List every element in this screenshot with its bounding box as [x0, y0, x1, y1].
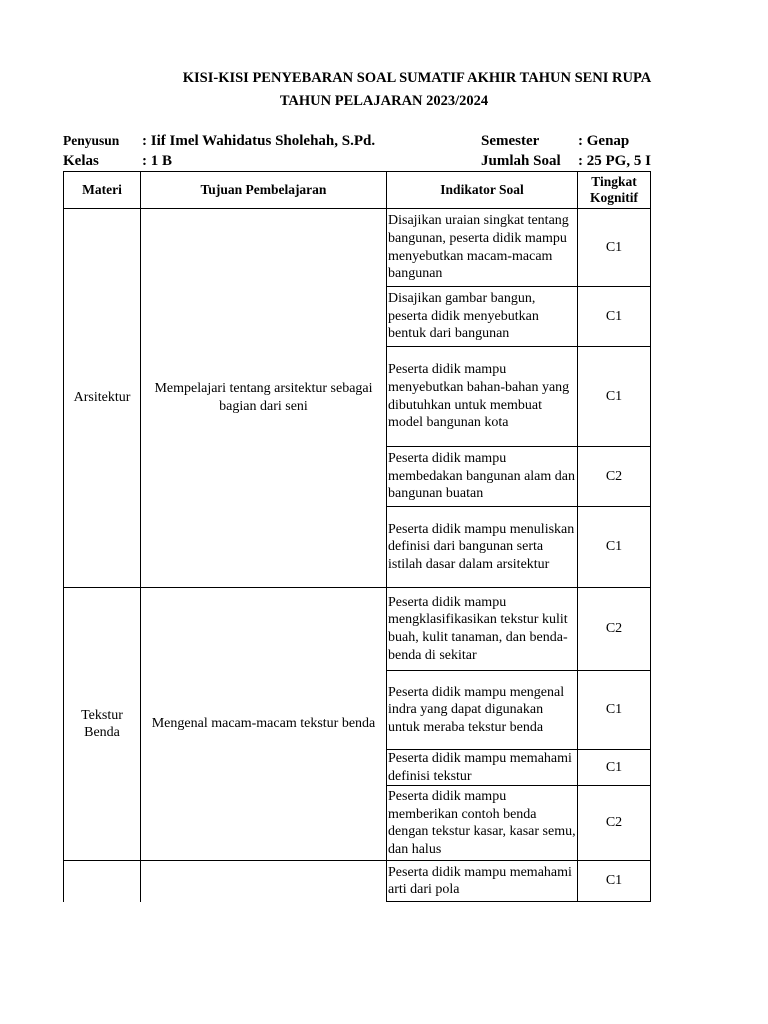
indikator-cell: Peserta didik mampu mengenal indra yang dapat digunakan untuk meraba tekstur benda — [387, 671, 578, 750]
indikator-cell: Peserta didik mampu memahami definisi tekstur — [387, 750, 578, 786]
document-subtitle: TAHUN PELAJARAN 2023/2024 — [279, 93, 489, 109]
kisi-kisi-table — [63, 171, 651, 902]
indikator-cell: Peserta didik mampu membedakan bangunan alam dan bangunan buatan — [387, 447, 578, 507]
document-title: KISI-KISI PENYEBARAN SOAL SUMATIF AKHIR TAHUN SENI RUPA — [182, 70, 652, 86]
materi-cell: Arsitektur — [64, 209, 141, 588]
tujuan-cell: Mengenal macam-macam tekstur benda — [141, 588, 387, 861]
indikator-cell: Peserta didik mampu memberikan contoh benda dengan tekstur kasar, kasar semu, dan halus — [387, 786, 578, 861]
indikator-cell: Peserta didik mampu menyebutkan bahan-bahan yang dibutuhkan untuk membuat model bangunan kota — [387, 347, 578, 447]
jumlah-soal-label: Jumlah Soal — [481, 153, 561, 169]
table-row — [64, 209, 651, 287]
indikator-cell: Disajikan gambar bangun, peserta didik menyebutkan bentuk dari bangunan — [387, 287, 578, 347]
tujuan-cell: Mempelajari tentang arsitektur sebagai bagian dari seni — [141, 209, 387, 588]
jumlah-soal-value: : 25 PG, 5 I — [578, 153, 651, 169]
materi-cell: Tekstur Benda — [64, 588, 141, 861]
table-row — [64, 861, 651, 902]
kognitif-cell: C1 — [578, 507, 651, 588]
indikator-cell: Disajikan uraian singkat tentang bangunan, peserta didik mampu menyebutkan macam-macam bangunan — [387, 209, 578, 287]
kognitif-cell: C1 — [578, 861, 651, 902]
kognitif-cell: C1 — [578, 750, 651, 786]
table-header-row — [64, 172, 651, 209]
header-tingkat-kognitif: Tingkat Kognitif — [578, 172, 651, 209]
kognitif-cell: C1 — [578, 287, 651, 347]
indikator-cell: Peserta didik mampu menuliskan definisi dari bangunan serta istilah dasar dalam arsitektur — [387, 507, 578, 588]
kognitif-cell: C2 — [578, 786, 651, 861]
kognitif-cell: C2 — [578, 447, 651, 507]
semester-label: Semester — [481, 133, 540, 149]
materi-cell — [64, 861, 141, 902]
indikator-cell: Peserta didik mampu memahami arti dari pola — [387, 861, 578, 902]
kelas-value: : 1 B — [142, 153, 172, 169]
penyusun-label: Penyusun — [63, 133, 120, 148]
kelas-label: Kelas — [63, 153, 99, 169]
indikator-cell: Peserta didik mampu mengklasifikasikan tekstur kulit buah, kulit tanaman, dan benda-benda di sekitar — [387, 588, 578, 671]
header-indikator-soal: Indikator Soal — [387, 172, 578, 209]
kognitif-cell: C1 — [578, 209, 651, 287]
header-tujuan-pembelajaran: Tujuan Pembelajaran — [141, 172, 387, 209]
header-materi: Materi — [64, 172, 141, 209]
tujuan-cell — [141, 861, 387, 902]
kognitif-cell: C2 — [578, 588, 651, 671]
semester-value: : Genap — [578, 133, 630, 149]
kognitif-cell: C1 — [578, 347, 651, 447]
table-row — [64, 588, 651, 671]
kognitif-cell: C1 — [578, 671, 651, 750]
penyusun-value: : Iif Imel Wahidatus Sholehah, S.Pd. — [142, 133, 376, 149]
